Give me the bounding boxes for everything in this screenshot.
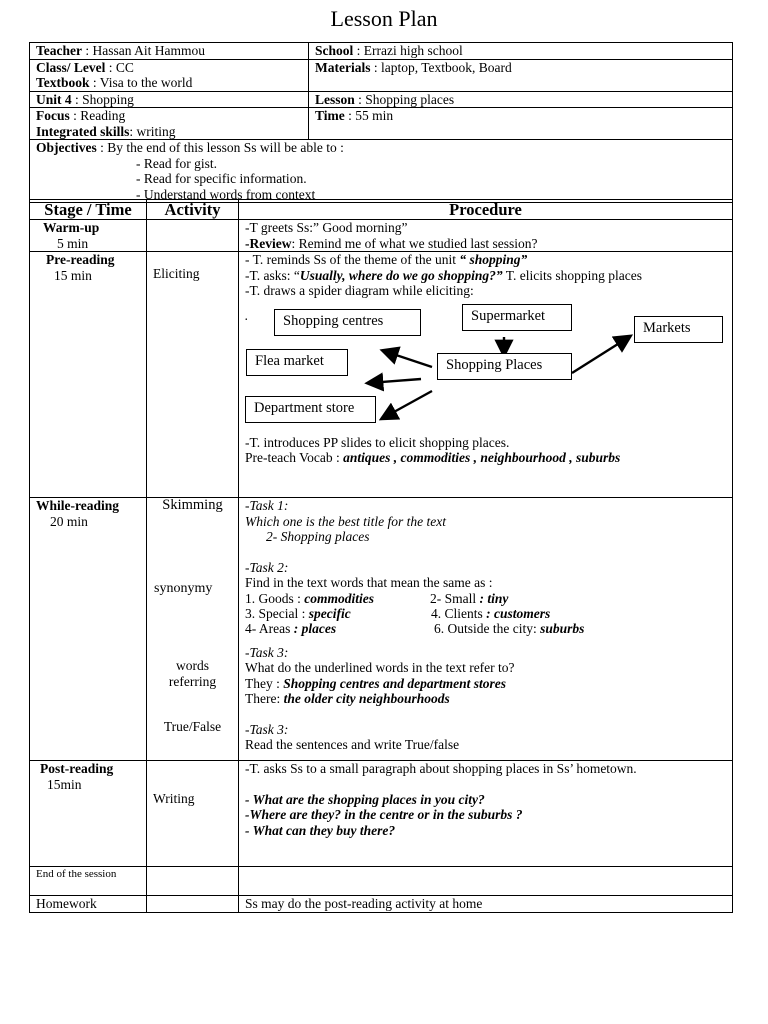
spider-diagram [245,307,732,435]
postreading-procedure-cell: -T. asks Ss to a small paragraph about shopping places in Ss’ hometown. - What are the shopping places in you city? -Where are they? in the centre or in the suburbs ? - What can they buy there? [239,761,733,867]
end-procedure-cell [239,867,733,896]
procedure-table [29,199,733,913]
time-cell: Time : 55 min [309,108,733,140]
end-activity-cell [147,867,239,896]
arrow-to-department-store [383,391,432,418]
unit-cell: Unit 4 : Shopping [30,91,309,108]
whilereading-procedure-cell: -Task 1: Which one is the best title for the text 2- Shopping places -Task 2: Find in the text words that mean the same as : 1. Goods : commodities 3. Special : specific 4- Areas : places 2- Small : tiny 4. Clients : customers 6. Outside the city: suburbs -Task 3: What do the underlined words in the text refer to? They : Shopping centres and department stores There: the older city neighbourhoods -Task 3: Read the sentences and write True/false [239,498,733,761]
teacher-cell: Teacher : Hassan Ait Hammou [30,43,309,60]
objective-item: - Understand words from context [136,186,316,202]
prereading-procedure-cell: - T. reminds Ss of the theme of the unit “ shopping” -T. asks: “Usually, where do we go shopping?” T. elicits shopping places -T. draws a spider diagram while eliciting: · Shopping centres Supermarket Markets Flea market Shopping Places Department store -T. introduces PP slides to elicit shopping places. Pre-teach Vocab : antiques , commodities , neighbourhood , suburbs [239,252,733,498]
column-header-stage: Stage / Time [30,200,147,220]
prereading-activity-cell: Eliciting [147,252,239,498]
diagram-bullet: · [244,311,249,327]
activity-true-false: True/False [163,719,222,734]
node-flea-market: Flea market [246,349,348,376]
objectives-cell: Objectives : By the end of this lesson Ss will be able to : - Read for gist. - Read for specific information. - Understand words from context [30,140,733,203]
arrow-to-flea-market [369,379,421,383]
objective-item: - Read for specific information. [136,171,307,186]
end-of-session-cell: End of the session [30,867,147,896]
node-department-store: Department store [245,396,376,423]
homework-activity-cell [147,896,239,913]
warmup-procedure-cell: -T greets Ss:” Good morning” -Review: Remind me of what we studied last session? [239,220,733,252]
prereading-stage-cell: Pre-reading 15 min [30,252,147,498]
activity-skimming: Skimming [162,497,223,513]
lesson-cell: Lesson : Shopping places [309,91,733,108]
postreading-stage-cell: Post-reading 15min [30,761,147,867]
homework-text-cell: Ss may do the post-reading activity at home [239,896,733,913]
class-cell: Class/ Level : CC Textbook : Visa to the world [30,59,309,91]
activity-synonymy: synonymy [154,581,213,596]
whilereading-activity-cell [147,498,239,761]
column-header-procedure: Procedure [239,200,733,220]
synonyms-list: 1. Goods : commodities 3. Special : specific 4- Areas : places 2- Small : tiny 4. Clients : customers 6. Outside the city: suburbs [245,590,585,636]
node-shopping-places: Shopping Places [437,353,572,380]
postreading-activity-cell: Writing [147,761,239,867]
whilereading-stage-cell: While-reading 20 min [30,498,147,761]
focus-cell: Focus : Reading Integrated skills: writing [30,108,309,140]
warmup-activity-cell [147,220,239,252]
materials-cell: Materials : laptop, Textbook, Board [309,59,733,91]
arrow-to-markets [572,337,629,373]
warmup-stage-cell: Warm-up 5 min [30,220,147,252]
node-markets: Markets [634,316,723,343]
page-title: Lesson Plan [330,6,438,31]
activity-referring: referring [168,674,217,689]
homework-stage-cell: Homework [30,896,147,913]
arrow-to-shopping-centres [384,351,432,367]
activity-words: words [176,658,209,673]
school-cell: School : Errazi high school [309,43,733,60]
objective-item: - Read for gist. [136,155,217,171]
node-supermarket: Supermarket [462,304,572,331]
header-table [29,42,733,203]
column-header-activity: Activity [147,200,239,220]
node-shopping-centres: Shopping centres [274,309,421,336]
